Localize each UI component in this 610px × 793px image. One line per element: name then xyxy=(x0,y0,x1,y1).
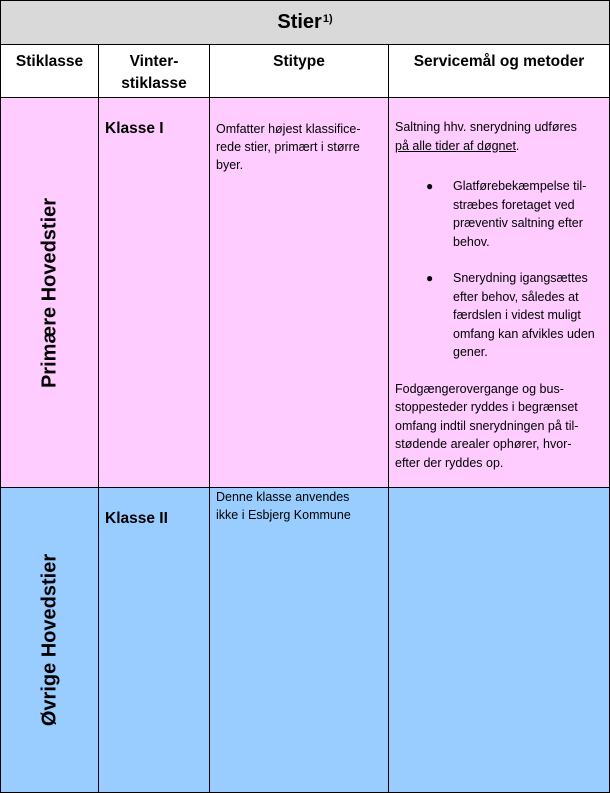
header-stitype xyxy=(210,45,389,98)
table-title xyxy=(0,0,610,45)
stitype-line: byer. xyxy=(216,158,244,172)
stitype-line: rede stier, primært i større xyxy=(216,140,360,154)
closing-line: omfang indtil snerydningen på til- xyxy=(395,418,579,433)
header-service-label: Servicemål og metoder xyxy=(413,53,585,70)
row-oevrige-stitype xyxy=(210,488,389,793)
header-vinterstiklasse xyxy=(99,45,210,98)
stitype-line: Denne klasse anvendes xyxy=(216,490,350,504)
closing-line: stødende arealer ophører, hvor- xyxy=(395,437,572,451)
header-stiklasse xyxy=(0,45,99,98)
bullet-icon: ● xyxy=(426,271,434,285)
row-primaere-category xyxy=(0,98,99,488)
service-closing xyxy=(395,380,603,473)
stitype-line: Omfatter højest klassifice- xyxy=(216,122,361,136)
title-text: Stier xyxy=(277,11,322,33)
stitype-line: ikke i Esbjerg Kommune xyxy=(216,508,351,522)
service-intro-underlined: på alle tider af døgnet xyxy=(395,138,516,153)
bullet-line: Glatførebekæmpelse til- xyxy=(453,179,587,193)
closing-line: stoppesteder ryddes i begrænset xyxy=(395,400,578,414)
header-vinter-line2: stiklasse xyxy=(121,75,187,92)
service-bullet-list xyxy=(395,177,603,362)
service-intro-end: . xyxy=(515,138,520,153)
service-intro xyxy=(395,118,603,155)
list-item xyxy=(426,177,603,251)
row-oevrige-klasse xyxy=(99,488,210,793)
row-primaere-stitype xyxy=(210,98,389,488)
row-oevrige-service xyxy=(389,488,610,793)
header-servicemaal xyxy=(389,45,610,98)
bullet-line: Snerydning igangsættes xyxy=(453,271,588,285)
list-item xyxy=(426,269,603,362)
row-primaere-service xyxy=(389,98,610,488)
title-footnote-marker: 1) xyxy=(322,12,333,25)
stitype-text xyxy=(210,488,388,524)
service-intro-text: Saltning hhv. snerydning udføres xyxy=(395,120,577,134)
row-oevrige-category xyxy=(0,488,99,793)
closing-line: efter der ryddes op. xyxy=(395,455,504,470)
category-label: Primære Hovedstier xyxy=(38,197,60,388)
klasse-label: Klasse II xyxy=(105,510,168,527)
bullet-line: omfang kan afvikles uden xyxy=(453,326,595,341)
closing-line: Fodgængerovergange og bus- xyxy=(395,381,564,396)
bullet-line: gener. xyxy=(453,345,488,359)
stitype-text xyxy=(210,98,388,174)
category-label: Øvrige Hovedstier xyxy=(38,553,60,727)
bullet-line: stræbes foretaget ved xyxy=(453,197,575,212)
header-vinter-line1: Vinter- xyxy=(129,53,179,70)
klasse-label: Klasse I xyxy=(105,120,164,137)
header-stiklasse-label: Stiklasse xyxy=(15,53,84,70)
service-text xyxy=(389,98,609,472)
header-stitype-label: Stitype xyxy=(273,53,325,70)
bullet-line: efter behov, således at xyxy=(453,289,579,304)
bullet-icon: ● xyxy=(426,179,434,193)
bullet-line: behov. xyxy=(453,234,490,249)
bullet-line: præventiv saltning efter xyxy=(453,216,583,230)
row-primaere-klasse xyxy=(99,98,210,488)
bullet-line: færdslen i videst muligt xyxy=(453,308,581,322)
